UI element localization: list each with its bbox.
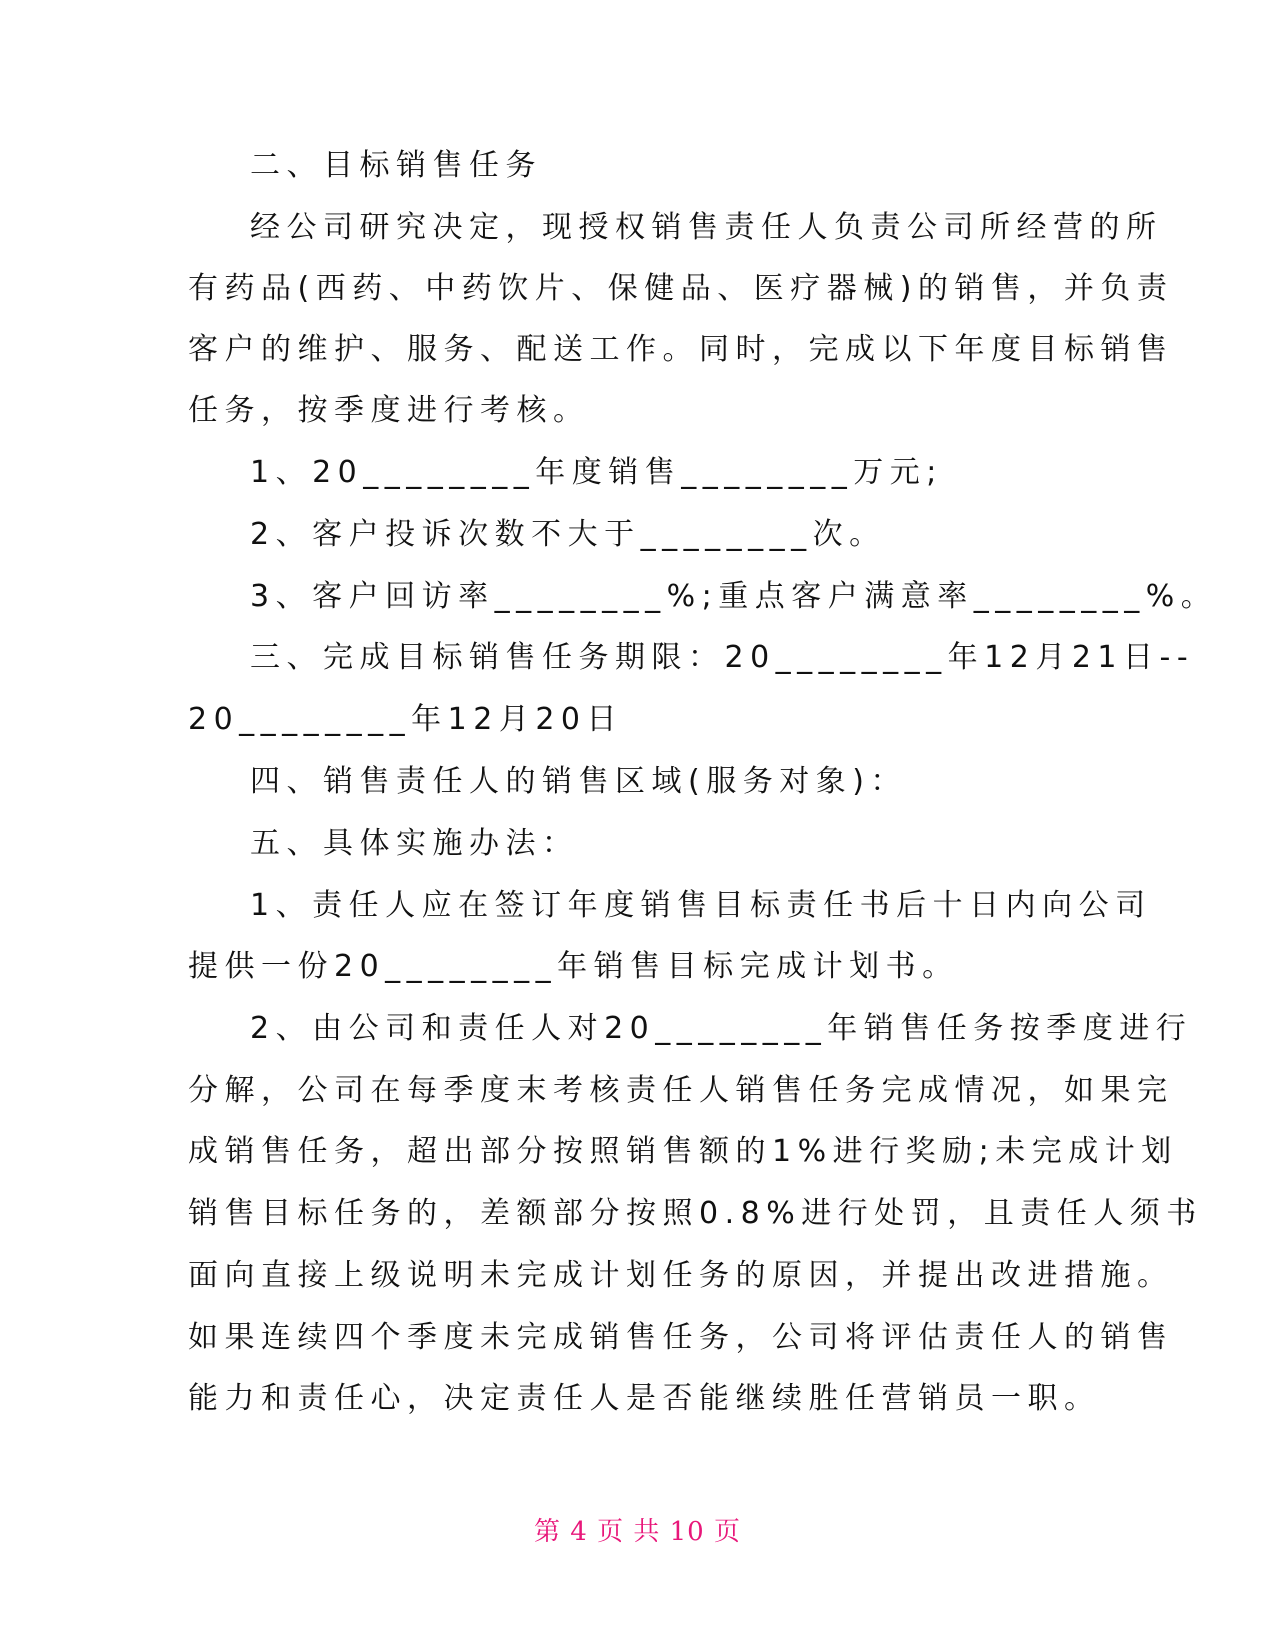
paragraph-line: 如果连续四个季度未完成销售任务，公司将评估责任人的销售 [188, 1320, 1174, 1355]
paragraph-line: 有药品(西药、中药饮片、保健品、医疗器械)的销售，并负责 [188, 271, 1174, 306]
paragraph-line: 任务，按季度进行考核。 [188, 393, 590, 428]
section-heading-4: 四、销售责任人的销售区域(服务对象)： [250, 764, 907, 799]
section-heading-3: 三、完成目标销售任务期限：20________年12月21日-- [250, 640, 1195, 675]
paragraph-line: 成销售任务，超出部分按照销售额的1%进行奖励;未完成计划 [188, 1134, 1178, 1169]
list-item: 2、由公司和责任人对20________年销售任务按季度进行 [250, 1011, 1193, 1046]
paragraph-line: 20________年12月20日 [188, 702, 624, 737]
list-item: 1、20________年度销售________万元; [250, 455, 943, 490]
paragraph-line: 销售目标任务的，差额部分按照0.8%进行处罚，且责任人须书 [188, 1196, 1203, 1231]
paragraph-line: 分解，公司在每季度末考核责任人销售任务完成情况，如果完 [188, 1073, 1174, 1108]
paragraph-line: 客户的维护、服务、配送工作。同时，完成以下年度目标销售 [188, 332, 1174, 367]
section-heading-2: 二、目标销售任务 [250, 148, 542, 183]
list-item: 2、客户投诉次数不大于________次。 [250, 517, 886, 552]
paragraph-line: 面向直接上级说明未完成计划任务的原因，并提出改进措施。 [188, 1258, 1174, 1293]
page-number-footer: 第 4 页 共 10 页 [534, 1517, 741, 1547]
list-item: 3、客户回访率________%;重点客户满意率________%。 [250, 579, 1218, 614]
paragraph-line: 经公司研究决定，现授权销售责任人负责公司所经营的所 [250, 210, 1163, 245]
list-item: 1、责任人应在签订年度销售目标责任书后十日内向公司 [250, 888, 1152, 923]
section-heading-5: 五、具体实施办法： [250, 826, 579, 861]
paragraph-line: 能力和责任心，决定责任人是否能继续胜任营销员一职。 [188, 1381, 1101, 1416]
paragraph-line: 提供一份20________年销售目标完成计划书。 [188, 949, 959, 984]
